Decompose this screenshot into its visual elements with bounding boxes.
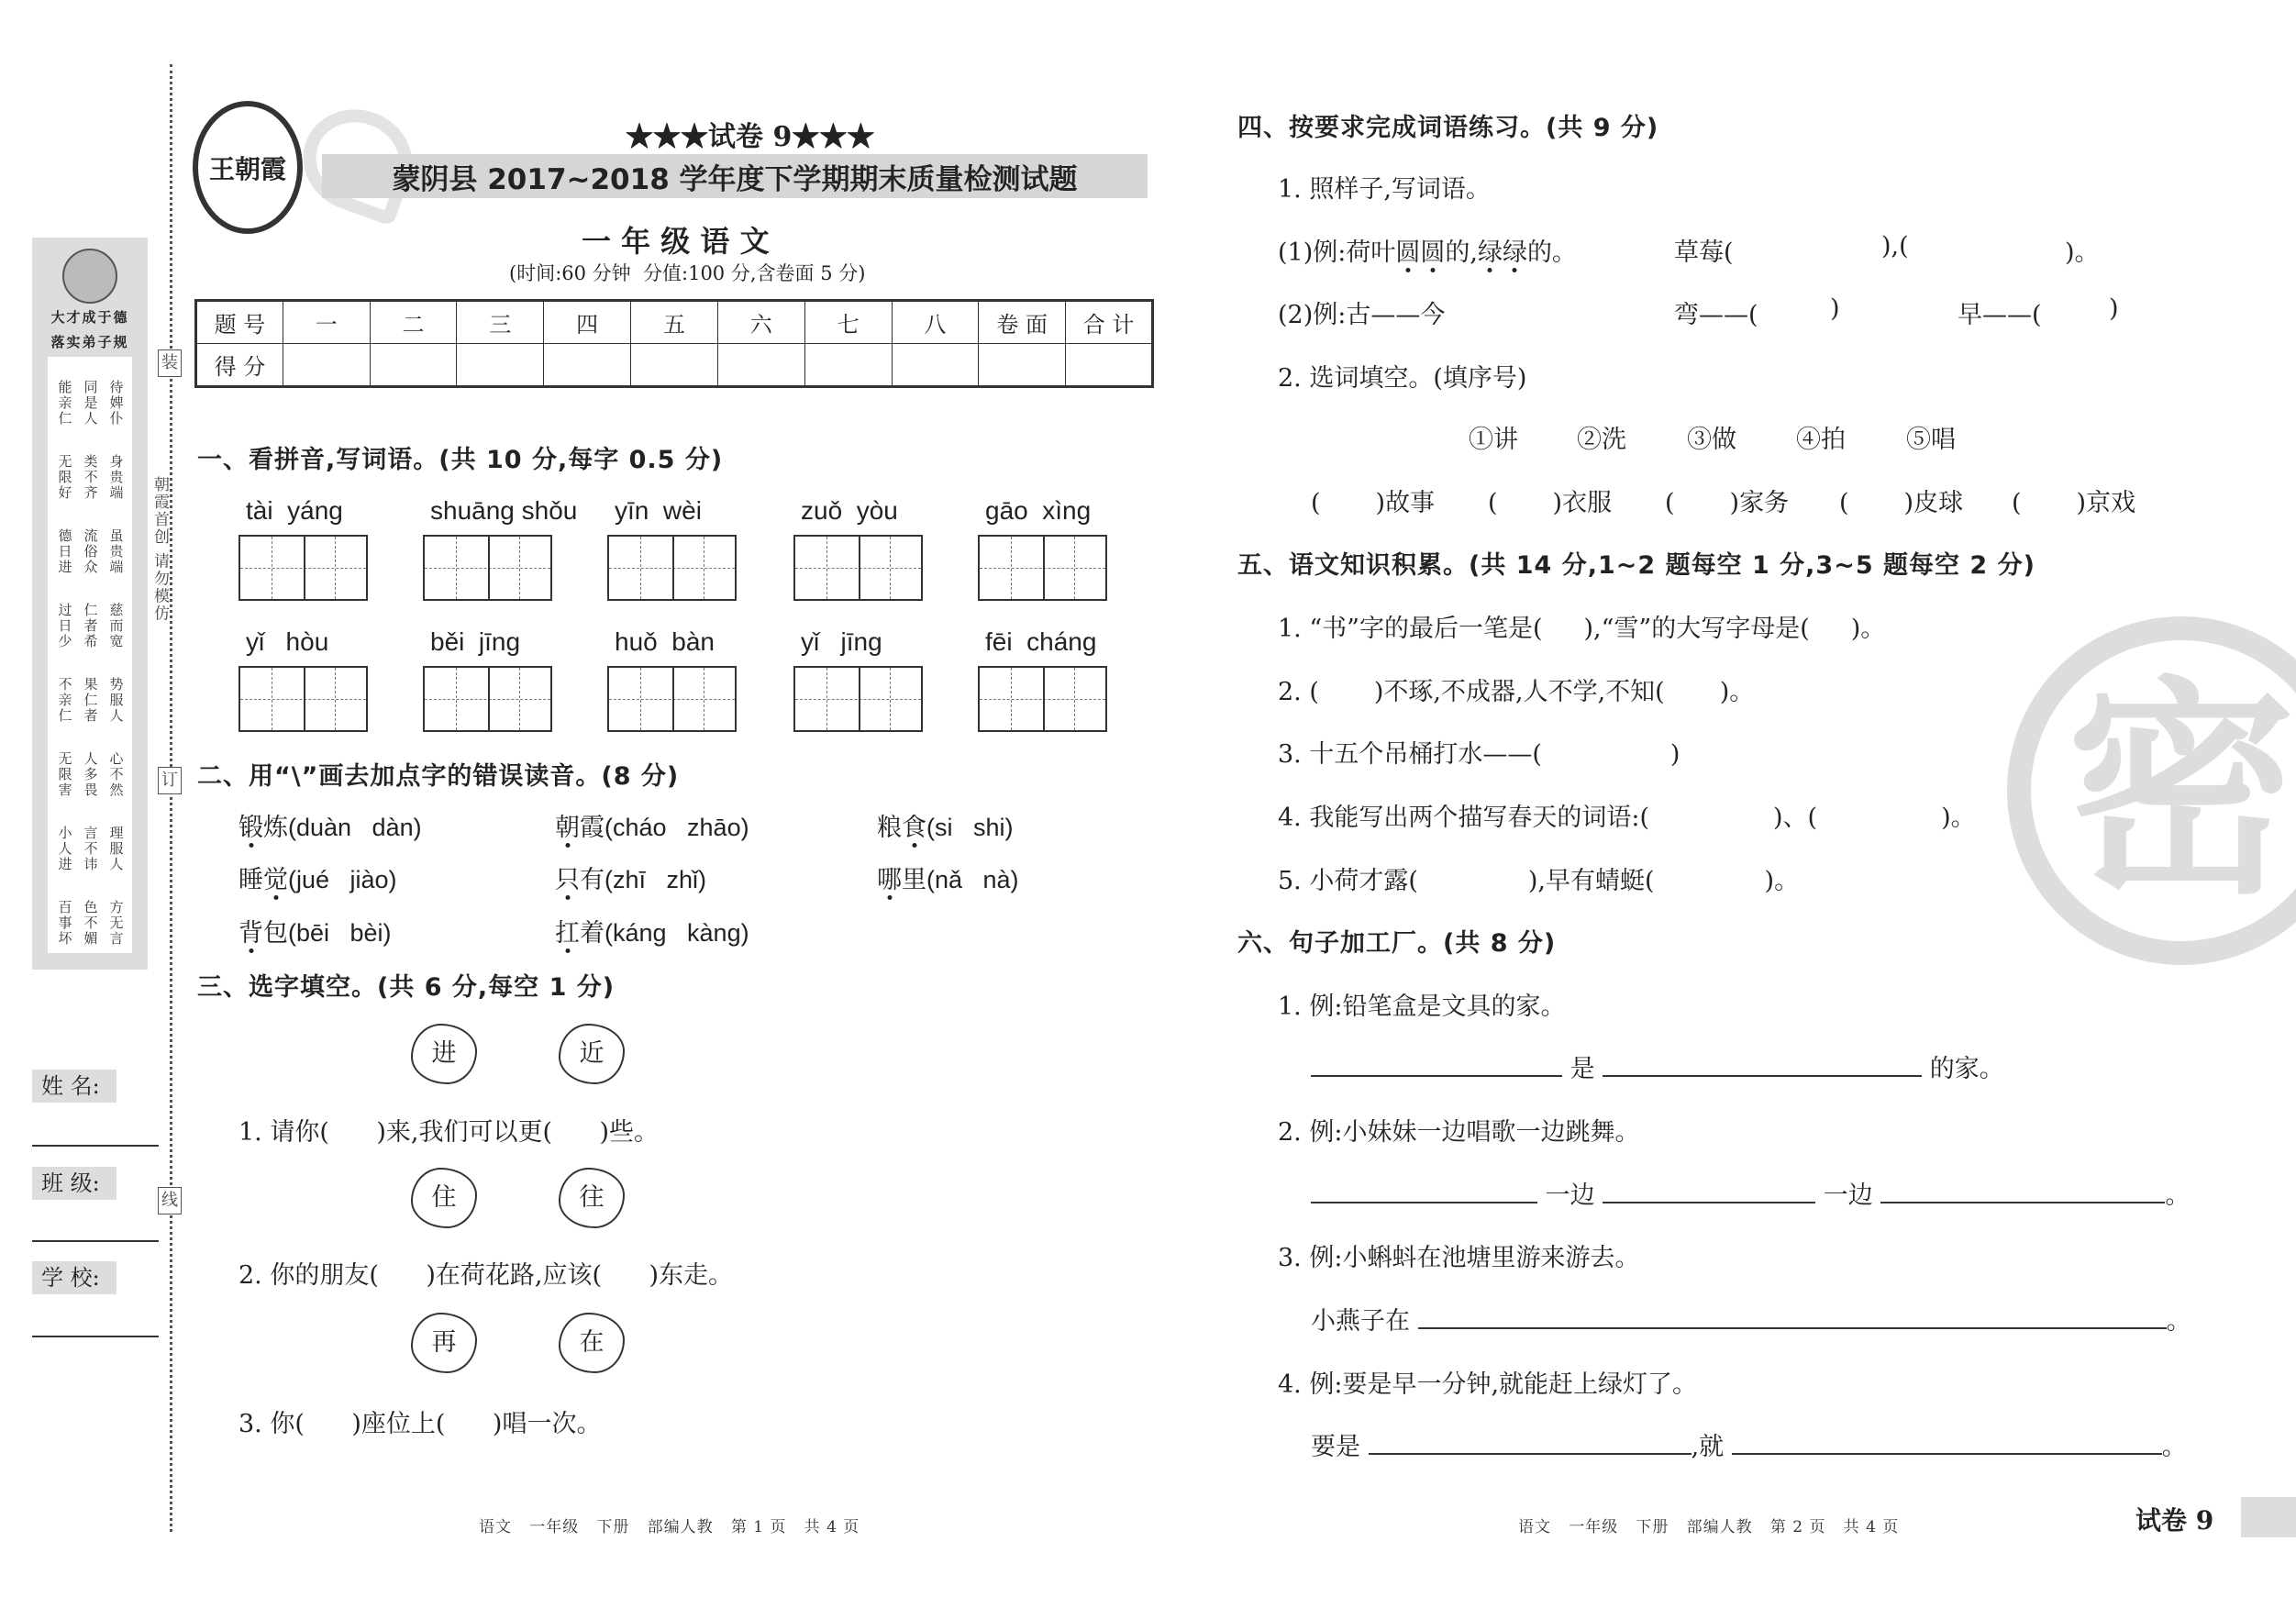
subject-title: 一 年 级 语 文 <box>582 224 770 259</box>
paper-tag <box>2093 1497 2296 1537</box>
grid-guide <box>456 537 457 599</box>
footer-page-1: 语文 一年级 下册 部编人教 第 1 页 共 4 页 <box>479 1518 860 1536</box>
verse-phrase: 流俗众 <box>82 528 99 575</box>
verse-phrase: 色不媚 <box>82 900 99 947</box>
choice-char: 进 <box>411 1024 477 1084</box>
verse-phrase: 势服人 <box>107 677 125 724</box>
pinyin-label: gāo xìng <box>985 496 1092 525</box>
score-input-cell[interactable] <box>1066 344 1153 387</box>
grid-divider <box>859 668 860 730</box>
dotted-chars <box>1395 238 1445 267</box>
pronunciation-item[interactable] <box>238 807 422 843</box>
verse-phrase: 人多畏 <box>82 751 99 798</box>
dotted-char: 朝 <box>555 814 580 842</box>
open-paren: ( <box>1311 489 1321 517</box>
answer-line-3[interactable] <box>1311 1301 2191 1336</box>
verse-phrase: 果仁者 <box>82 677 99 724</box>
score-input-cell[interactable] <box>717 344 804 387</box>
answer-line-4[interactable] <box>1311 1426 2187 1462</box>
text: 要是 <box>1311 1433 1360 1461</box>
text: ),早有蜻蜓( <box>1527 867 1655 895</box>
tianzige-box[interactable] <box>238 666 368 732</box>
text: )不琢,不成器,人不学,不知( <box>1373 678 1665 706</box>
tianzige-box[interactable] <box>978 535 1107 601</box>
question-text: 1. 照样子,写词语。 <box>1278 175 1491 204</box>
dotted-char: 圆 <box>1395 238 1421 267</box>
grid-divider <box>1043 537 1045 599</box>
score-table-score-row <box>196 344 1153 387</box>
open-paren: ( <box>1665 489 1675 517</box>
pronunciation-item[interactable] <box>877 859 1019 895</box>
text: 小燕子在 <box>1311 1307 1410 1336</box>
grid-guide <box>640 668 641 730</box>
text: 5. 小荷才露( <box>1278 867 1418 895</box>
text: 的家。 <box>1929 1055 2004 1083</box>
question-text: 3. 你( )座位上( )唱一次。 <box>238 1410 602 1438</box>
verse-phrase: 同是人 <box>82 380 99 427</box>
word-label: 故事 <box>1385 489 1436 517</box>
verse-phrase: 身贵端 <box>107 454 125 501</box>
pinyin-options: (jué jiào) <box>288 866 397 893</box>
score-header-cell: 一 <box>283 301 370 344</box>
score-input-cell[interactable] <box>283 344 370 387</box>
text: 。 <box>2166 1307 2191 1336</box>
section-4-title: 四、按要求完成词语练习。(共 9 分) <box>1237 114 1659 142</box>
word-option: ②洗 <box>1577 426 1626 454</box>
pinyin-options: (si shi) <box>926 814 1014 841</box>
score-input-cell[interactable] <box>544 344 631 387</box>
question-3[interactable] <box>1278 734 1680 770</box>
score-input-cell[interactable] <box>892 344 979 387</box>
pinyin-options: (bēi bèi) <box>288 919 392 947</box>
exam-info: (时间:60 分钟 分值:100 分,含卷面 5 分) <box>509 262 866 284</box>
choice-char: 近 <box>559 1024 625 1084</box>
grid-divider <box>672 537 674 599</box>
text: 4. 我能写出两个描写春天的词语:( <box>1278 804 1649 832</box>
motto-line: 落实弟子规 <box>50 334 129 350</box>
pinyin-label: yīn wèi <box>615 496 702 525</box>
char: 睡 <box>238 866 263 894</box>
fill-blank-item[interactable]: ( )皮球 <box>1839 489 1964 517</box>
dotted-chars <box>1478 238 1527 267</box>
score-row-label: 得 分 <box>196 344 283 387</box>
text: 是 <box>1569 1055 1595 1083</box>
question-text: 1. 例:铅笔盒是文具的家。 <box>1278 993 1566 1021</box>
fill-blank-item[interactable]: ( )家务 <box>1665 489 1790 517</box>
blank-close: ) <box>1830 294 1840 323</box>
answer-blank-close: )。 <box>2065 238 2100 267</box>
question-text: 3. 例:小蝌蚪在池塘里游来游去。 <box>1278 1244 1640 1272</box>
binding-mark: 订 <box>158 767 182 794</box>
text: )。 <box>1850 615 1886 643</box>
section-6-title: 六、句子加工厂。(共 8 分) <box>1237 929 1557 958</box>
grid-guide <box>890 668 891 730</box>
tianzige-box[interactable] <box>423 535 552 601</box>
verse-phrase: 百事坏 <box>56 900 73 947</box>
tianzige-box[interactable] <box>607 535 737 601</box>
score-table <box>194 299 1154 388</box>
grid-guide <box>640 537 641 599</box>
verse-phrase: 理服人 <box>107 826 125 872</box>
grid-divider <box>304 537 305 599</box>
motto-line: 大才成于德 <box>50 309 129 326</box>
open-paren: ( <box>1488 489 1498 517</box>
pronunciation-item[interactable] <box>555 807 749 843</box>
section-2-title: 二、用“\”画去加点字的错误读音。(8 分) <box>197 762 680 791</box>
question-2[interactable] <box>1278 671 1754 707</box>
word-label: 京戏 <box>2086 489 2136 517</box>
grid-guide <box>1074 668 1075 730</box>
score-input-cell[interactable] <box>631 344 718 387</box>
school-field[interactable] <box>32 1336 159 1337</box>
text: 。 <box>2165 1181 2191 1210</box>
dotted-char: 圆 <box>1420 238 1446 267</box>
antonym-blank[interactable]: 弯——( <box>1674 301 1758 329</box>
class-field[interactable] <box>32 1240 159 1242</box>
grid-divider <box>1043 668 1045 730</box>
footer-page-2: 语文 一年级 下册 部编人教 第 2 页 共 4 页 <box>1518 1518 1900 1536</box>
text: )。 <box>1719 678 1755 706</box>
text: )、( <box>1772 804 1818 832</box>
score-header-cell: 卷 面 <box>979 301 1066 344</box>
pinyin-label: běi jīng <box>430 627 521 656</box>
example-2: (2)例:古——今 <box>1278 301 1446 329</box>
antonym-blank[interactable]: 早——( <box>1958 301 2042 329</box>
section-1-title: 一、看拼音,写词语。(共 10 分,每字 0.5 分) <box>197 446 724 474</box>
verse-phrase: 小人进 <box>56 826 73 872</box>
grid-guide <box>335 668 336 730</box>
word-label: 皮球 <box>1913 489 1964 517</box>
word-option: ⑤唱 <box>1906 426 1956 454</box>
text: 3. 十五个吊桶打水——( <box>1278 740 1542 769</box>
score-header-cell: 合 计 <box>1066 301 1153 344</box>
char: 炼 <box>263 814 288 842</box>
pronunciation-item[interactable] <box>555 859 706 895</box>
text: ),“雪”的大写字母是( <box>1583 615 1810 643</box>
score-header-cell: 六 <box>717 301 804 344</box>
paper-number: ★★★试卷 9★★★ <box>626 121 875 153</box>
text: 1. “书”字的最后一笔是( <box>1278 615 1543 643</box>
text: (1)例:荷叶 <box>1278 238 1396 267</box>
choice-char: 在 <box>559 1313 625 1373</box>
dotted-char: 觉 <box>263 866 288 894</box>
score-input-cell[interactable] <box>370 344 457 387</box>
word-option: ①讲 <box>1469 426 1518 454</box>
verse-phrase: 无限害 <box>56 751 73 798</box>
choice-char: 再 <box>411 1313 477 1373</box>
pinyin-label: tài yáng <box>246 496 343 525</box>
text: )。 <box>1941 804 1976 832</box>
question-4[interactable] <box>1278 797 1976 833</box>
dotted-char: 食 <box>902 814 926 842</box>
fill-blank-item[interactable]: ( )故事 <box>1311 489 1436 517</box>
text: 的, <box>1445 238 1478 267</box>
text: ,就 <box>1691 1433 1725 1461</box>
verse-phrase: 言不讳 <box>82 826 99 872</box>
open-paren: ( <box>2012 489 2022 517</box>
text: )。 <box>1764 867 1800 895</box>
sidebar-motto-panel <box>32 238 148 970</box>
pinyin-options: (duàn dàn) <box>288 814 422 841</box>
choice-char: 住 <box>411 1168 477 1228</box>
char: 有 <box>580 866 605 894</box>
grid-divider <box>672 668 674 730</box>
tianzige-box[interactable] <box>607 666 737 732</box>
question-text: 1. 请你( )来,我们可以更( )些。 <box>238 1118 660 1147</box>
copyright-notice: 朝霞首创 请勿模仿 <box>150 476 169 623</box>
verse-phrase: 能亲仁 <box>56 380 73 427</box>
pinyin-options: (nǎ nà) <box>926 866 1019 893</box>
tianzige-box[interactable] <box>793 535 923 601</box>
tianzige-box[interactable] <box>423 666 552 732</box>
binding-mark: 线 <box>158 1187 182 1214</box>
pinyin-options: (zhī zhǐ) <box>605 866 707 893</box>
pinyin-label: zuǒ yòu <box>801 496 898 525</box>
grid-guide <box>826 668 827 730</box>
answer-line-1[interactable] <box>1311 1048 2004 1084</box>
verse-phrase: 过日少 <box>56 603 73 649</box>
dotted-char: 扛 <box>555 919 580 948</box>
char: 着 <box>580 919 605 948</box>
pronunciation-item[interactable] <box>238 913 392 948</box>
question-text: 2. 你的朋友( )在荷花路,应该( )东走。 <box>238 1261 734 1290</box>
name-label: 姓 名: <box>32 1070 116 1103</box>
class-label: 班 级: <box>32 1167 116 1200</box>
grid-guide <box>519 668 520 730</box>
text: 。 <box>2161 1433 2187 1461</box>
grid-divider <box>304 668 305 730</box>
char: 里 <box>902 866 926 894</box>
verse-phrase: 方无言 <box>107 900 125 947</box>
word-label: 衣服 <box>1562 489 1613 517</box>
answer-line-2[interactable] <box>1311 1175 2190 1211</box>
question-5[interactable] <box>1278 860 1799 896</box>
dotted-char: 哪 <box>877 866 902 894</box>
verse-phrase: 虽贵端 <box>107 528 125 575</box>
text: 一边 <box>1823 1181 1873 1210</box>
tianzige-box[interactable] <box>238 535 368 601</box>
grid-divider <box>859 537 860 599</box>
char: 霞 <box>580 814 605 842</box>
pinyin-label: yǐ jīng <box>801 627 882 656</box>
question-text: 2. 选词填空。(填序号) <box>1278 364 1527 393</box>
binding-line <box>170 64 172 1532</box>
binding-mark: 装 <box>158 349 182 377</box>
student-cartoon-icon <box>62 249 117 304</box>
grid-guide <box>1011 537 1012 599</box>
verse-phrase: 仁者希 <box>82 603 99 649</box>
verse-phrase: 不亲仁 <box>56 677 73 724</box>
pronunciation-item[interactable] <box>555 913 749 948</box>
word-option: ④拍 <box>1796 426 1846 454</box>
verse-phrase: 心不然 <box>107 751 125 798</box>
score-input-cell[interactable] <box>979 344 1066 387</box>
score-header-cell: 八 <box>892 301 979 344</box>
text: 一边 <box>1545 1181 1595 1210</box>
pinyin-label: shuāng shǒu <box>430 496 578 525</box>
grid-divider <box>488 537 490 599</box>
verse-phrase: 类不齐 <box>82 454 99 501</box>
pinyin-label: huǒ bàn <box>615 627 715 656</box>
section-3-title: 三、选字填空。(共 6 分,每空 1 分) <box>197 973 616 1002</box>
dotted-char: 绿 <box>1477 238 1503 267</box>
text: 的。 <box>1526 238 1577 267</box>
score-header-cell: 五 <box>631 301 718 344</box>
answer-blank-open[interactable]: 草莓( <box>1674 238 1734 267</box>
tianzige-box[interactable] <box>978 666 1107 732</box>
pinyin-label: yǐ hòu <box>246 627 329 656</box>
pinyin-options: (cháo zhāo) <box>605 814 749 841</box>
grid-guide <box>456 668 457 730</box>
question-text: 2. 例:小妹妹一边唱歌一边跳舞。 <box>1278 1118 1640 1147</box>
tianzige-box[interactable] <box>793 666 923 732</box>
dotted-char: 绿 <box>1502 238 1527 267</box>
score-header-cell: 三 <box>457 301 544 344</box>
exam-title: 蒙阴县 2017~2018 学年度下学期期末质量检测试题 <box>392 163 1078 196</box>
verse-phrase: 无限好 <box>56 454 73 501</box>
example-1 <box>1278 232 1577 268</box>
grid-guide <box>519 537 520 599</box>
open-paren: ( <box>1839 489 1849 517</box>
verse-phrase: 待婢仆 <box>107 380 125 427</box>
grid-guide <box>826 537 827 599</box>
grid-guide <box>1074 537 1075 599</box>
dotted-char: 锻 <box>238 814 263 842</box>
text: 2. ( <box>1278 678 1319 706</box>
dotted-char: 背 <box>238 919 263 948</box>
question-text: 4. 例:要是早一分钟,就能赶上绿灯了。 <box>1278 1370 1698 1399</box>
score-header-cell: 七 <box>804 301 892 344</box>
score-input-cell[interactable] <box>804 344 892 387</box>
verse-phrase: 德日进 <box>56 528 73 575</box>
grid-guide <box>335 537 336 599</box>
grid-divider <box>488 668 490 730</box>
grid-guide <box>890 537 891 599</box>
pronunciation-item[interactable] <box>238 859 397 895</box>
school-label: 学 校: <box>32 1261 116 1294</box>
score-header-cell: 四 <box>544 301 631 344</box>
pinyin-label: fēi cháng <box>985 627 1097 656</box>
confidential-watermark: 密 <box>2007 616 2296 965</box>
answer-blank-mid[interactable]: ),( <box>1881 232 1909 261</box>
pronunciation-item[interactable] <box>877 807 1014 843</box>
pinyin-options: (káng kàng) <box>605 919 749 947</box>
word-option: ③做 <box>1687 426 1736 454</box>
dizigui-verse <box>48 357 132 953</box>
score-header-cell: 题 号 <box>196 301 283 344</box>
fill-blank-item[interactable]: ( )京戏 <box>2012 489 2136 517</box>
word-label: 家务 <box>1739 489 1790 517</box>
paper-tag-text: 试卷 9 <box>2135 1505 2214 1536</box>
score-input-cell[interactable] <box>457 344 544 387</box>
grid-guide <box>1011 668 1012 730</box>
score-table-header-row <box>196 301 1153 344</box>
choice-char: 往 <box>559 1168 625 1228</box>
section-5-title: 五、语文知识积累。(共 14 分,1~2 题每空 1 分,3~5 题每空 2 分) <box>1237 551 2035 580</box>
name-field[interactable] <box>32 1145 159 1147</box>
question-1[interactable] <box>1278 608 1885 644</box>
dotted-char: 只 <box>555 866 580 894</box>
char: 包 <box>263 919 288 948</box>
score-header-cell: 二 <box>370 301 457 344</box>
char: 粮 <box>877 814 902 842</box>
publisher-logo: 王朝霞 <box>193 101 303 234</box>
fill-blank-item[interactable]: ( )衣服 <box>1488 489 1613 517</box>
verse-phrase: 慈而宽 <box>107 603 125 649</box>
text: ) <box>1669 740 1680 769</box>
blank-close: ) <box>2109 294 2119 323</box>
